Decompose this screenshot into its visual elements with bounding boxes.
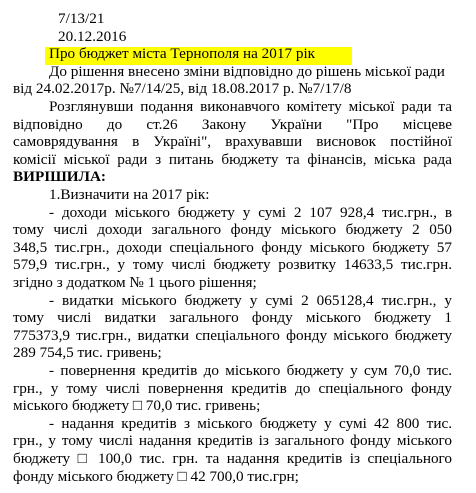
lending-line: фонду міського бюджету □ 42 700,0 тис.грн; [13,467,299,485]
repayment-line: грн., у тому числі повернення кредитів до спеціального фонду [13,379,452,397]
amendment-line: від 24.02.2017р. №7/14/25, від 18.08.2017 р. №7/17/8 [13,80,352,98]
resolution-word: ВИРІШИЛА: [13,168,106,186]
income-line: згідно з додатком № 1 цього рішення; [13,274,257,291]
decision-date: 20.12.2016 [58,27,127,45]
income-line: - доходи міського бюджету у сумі 2 107 928,4 тис.грн., в [49,203,452,221]
expenses-line: - видатки міського бюджету у сумі 2 065128,4 тис.грн., у [49,291,452,309]
income-line: тому числі доходи загального фонду міського бюджету 2 050 [13,221,452,239]
lending-line: - надання кредитів з міського бюджету у сумі 42 800 тис. [49,414,452,432]
expenses-line: 289 754,5 тис. гривень; [13,344,162,362]
decision-number: 7/13/21 [58,10,105,27]
preamble-line: Розглянувши подання виконавчого комітету міської ради та [49,98,452,115]
item-heading: 1.Визначити на 2017 рік: [49,186,210,203]
preamble-line: відповідно до ст.26 Закону України "Про місцеве [13,115,452,133]
document-title: Про бюджет міста Тернополя на 2017 рік [49,45,316,63]
lending-line: грн., у тому числі надання кредитів із загального фонду міського [13,432,452,450]
income-line: 579,9 тис.грн., у тому числі бюджету розвитку 14633,5 тис.грн. [13,256,452,274]
amendment-line: До рішення внесено зміни відповідно до рішень міської ради [49,62,445,80]
expenses-line: 775373,9 тис.грн., видатки спеціального фонду міського бюджету [13,326,452,344]
lending-line: бюджету □ 100,0 тис. грн. та надання кредитів із спеціального [13,450,452,467]
repayment-line: міського бюджету □ 70,0 тис. гривень; [13,397,261,415]
repayment-line: - повернення кредитів до міського бюджету у сум 70,0 тис. [49,362,452,379]
preamble-line: комісії міської ради з питань бюджету та фінансів, міська рада [13,150,452,168]
preamble-line: самоврядування в Україні", врахувавши висновок постійної [13,133,452,151]
income-line: 348,5 тис.грн., доходи спеціального фонду міського бюджету 57 [13,238,452,256]
expenses-line: тому числі видатки загального фонду міського бюджету 1 [13,309,452,327]
